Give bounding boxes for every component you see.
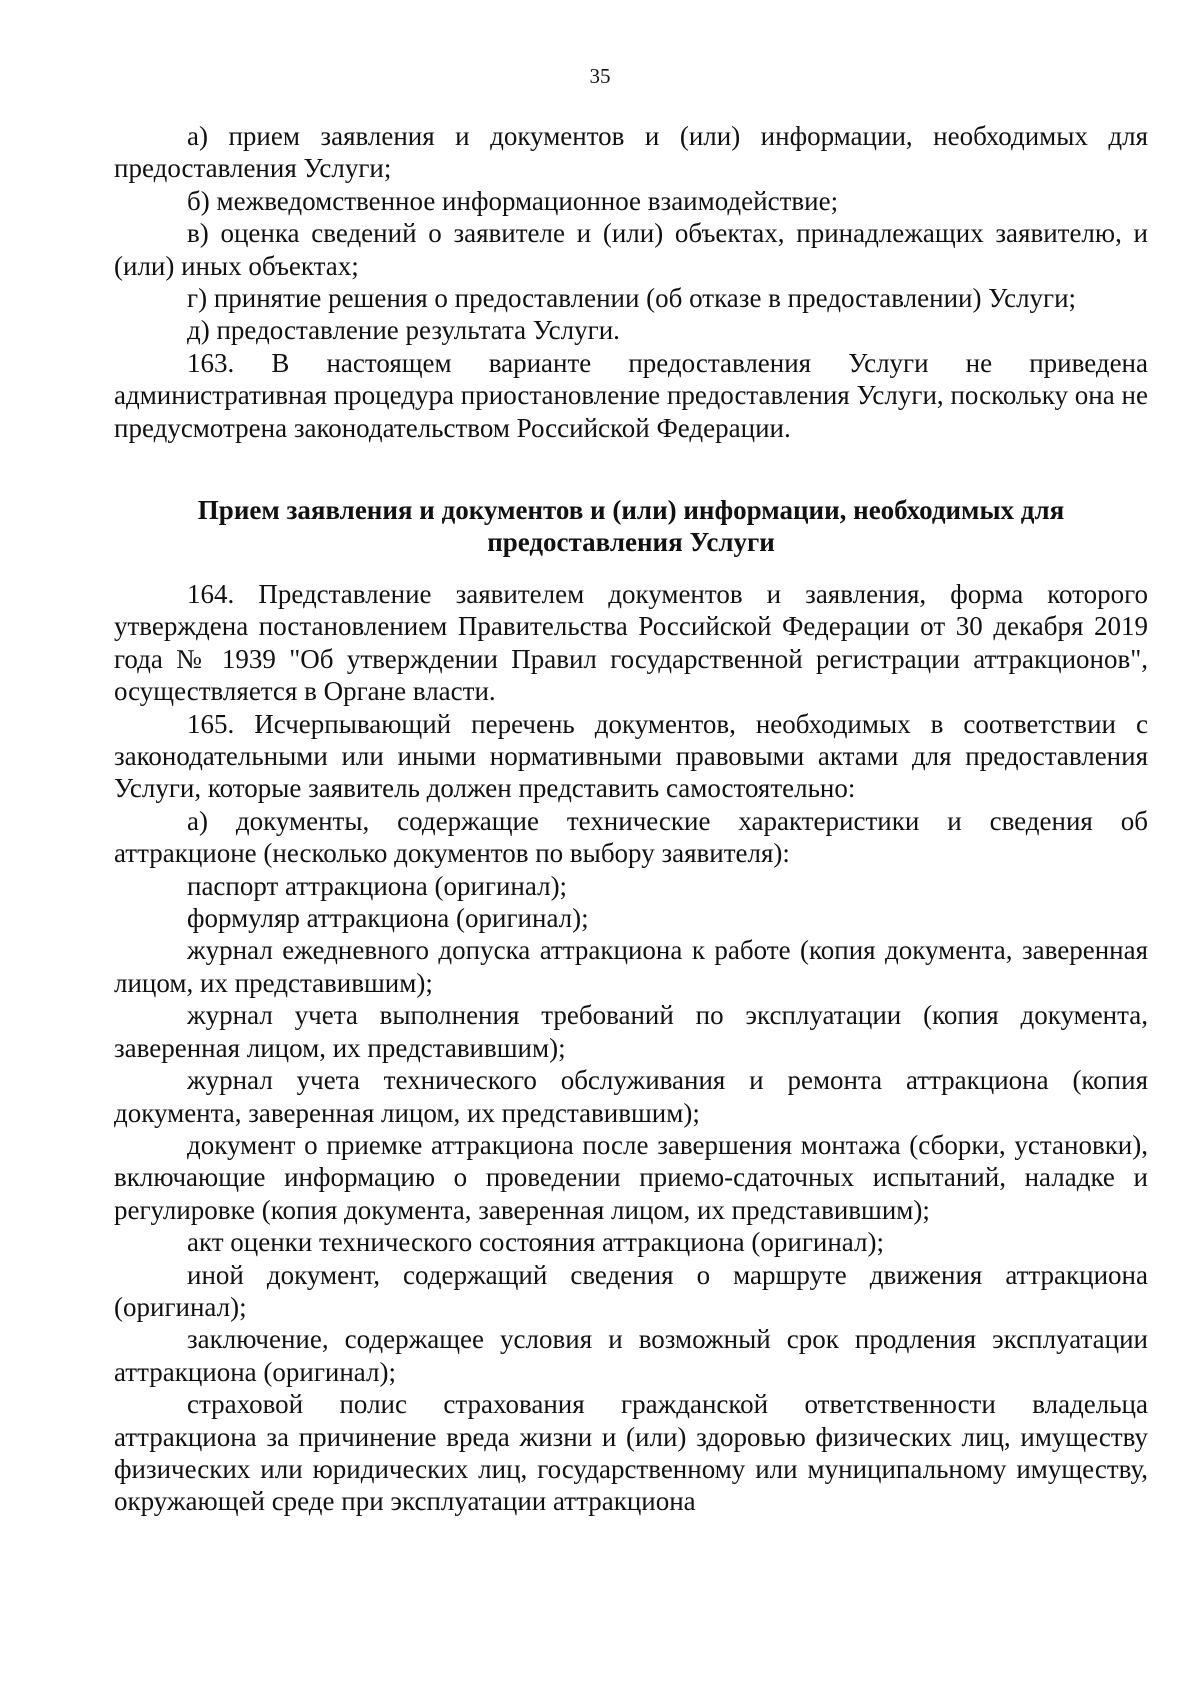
paragraph: а) прием заявления и документов и (или) информации, необходимых для предоставления Услуги; xyxy=(114,121,1148,184)
paragraph: д) предоставление результата Услуги. xyxy=(187,315,620,346)
list-item: формуляр аттракциона (оригинал); xyxy=(187,903,589,934)
paragraph: б) межведомственное информационное взаимодействие; xyxy=(187,185,839,216)
list-item: заключение, содержащее условия и возможный срок продления эксплуатации аттракциона (оригинал); xyxy=(114,1324,1148,1387)
paragraph: 165. Исчерпывающий перечень документов, необходимых в соответствии с законодательными или иными нормативными правовыми актами для предоставления Услуги, которые заявитель должен представить самостоятельно: xyxy=(114,708,1148,804)
paragraph: 164. Представление заявителем документов и заявления, форма которого утверждена постановлением Правительства Российской Федерации от 30 декабря 2019 года № 1939 "Об утверждении Правил государственной регистрации аттракционов", осуществляется в Органе власти. xyxy=(114,579,1148,707)
section-heading: Прием заявления и документов и (или) информации, необходимых для предоставления Услуги xyxy=(197,495,1065,558)
section-documents xyxy=(114,578,1148,1518)
paragraph: г) принятие решения о предоставлении (об отказе в предоставлении) Услуги; xyxy=(187,283,1077,314)
paragraph: 163. В настоящем варианте предоставления Услуги не приведена административная процедура приостановление предоставления Услуги, поскольку она не предусмотрена законодательством Российской Федерации. xyxy=(114,347,1148,443)
page-number: 35 xyxy=(589,64,611,88)
list-item: страховой полис страхования гражданской ответственности владельца аттракциона за причинение вреда жизни и (или) здоровью физических лиц, имуществу физических или юридических лиц, государственному или муниципальному имуществу, окружающей среде при эксплуатации аттракциона xyxy=(114,1389,1148,1517)
paragraph: в) оценка сведений о заявителе и (или) объектах, принадлежащих заявителю, и (или) иных объектах; xyxy=(114,218,1148,281)
list-item: акт оценки технического состояния аттракциона (оригинал); xyxy=(187,1227,884,1258)
list-item: журнал ежедневного допуска аттракциона к работе (копия документа, заверенная лицом, их представившим); xyxy=(114,935,1148,998)
section-heading-block xyxy=(114,494,1148,559)
list-item: документ о приемке аттракциона после завершения монтажа (сборки, установки), включающие информацию о проведении приемо-сдаточных испытаний, наладке и регулировке (копия документа, заверенная лицом, их представившим); xyxy=(114,1129,1148,1225)
list-item: журнал учета технического обслуживания и ремонта аттракциона (копия документа, заверенная лицом, их представившим); xyxy=(114,1065,1148,1128)
list-item: иной документ, содержащий сведения о маршруте движения аттракциона (оригинал); xyxy=(114,1259,1148,1322)
list-item: паспорт аттракциона (оригинал); xyxy=(187,870,568,901)
paragraph: а) документы, содержащие технические характеристики и сведения об аттракционе (несколько документов по выбору заявителя): xyxy=(114,805,1148,869)
list-item: журнал учета выполнения требований по эксплуатации (копия документа, заверенная лицом, их представившим); xyxy=(114,1000,1148,1063)
section-procedures xyxy=(114,120,1148,444)
